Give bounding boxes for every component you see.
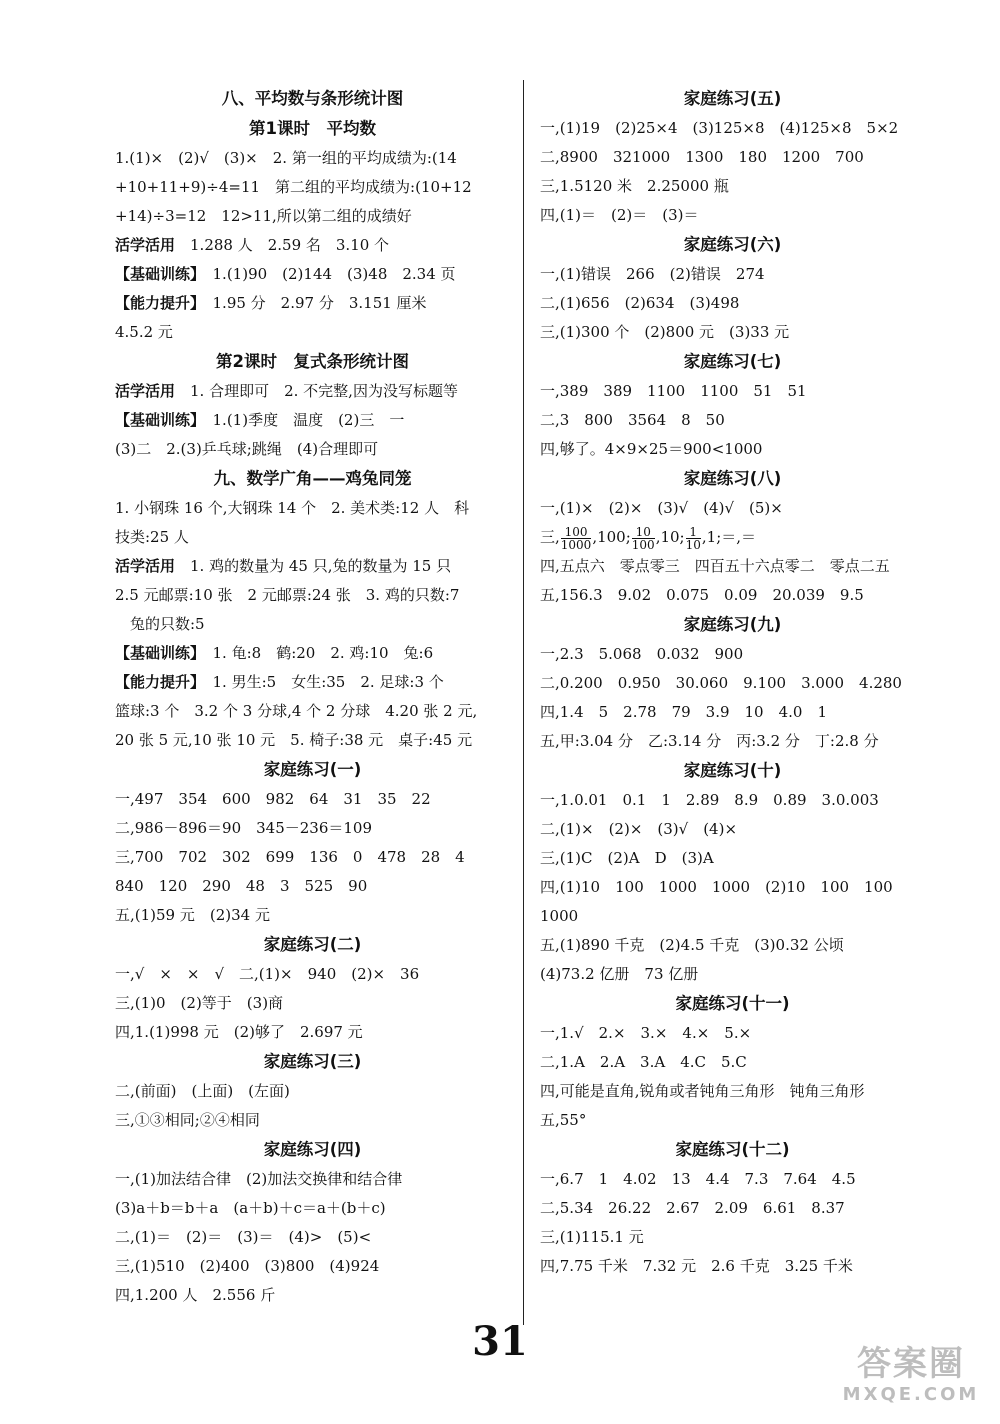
answer-line: 三,①③相同;②④相同: [115, 1111, 260, 1129]
tag-huoxuehuoyong: 活学活用: [115, 236, 176, 254]
answer-line: 2.5 元邮票:10 张 2 元邮票:24 张 3. 鸡的只数:7: [115, 586, 460, 604]
tag-jichuxunlian: 【基础训练】: [115, 411, 198, 429]
answer-line: 一,1.0.01 0.1 1 2.89 8.9 0.89 3.0.003: [540, 791, 879, 809]
answer-text: 1. 鸡的数量为 45 只,兔的数量为 15 只: [175, 557, 452, 575]
answer-line: [115, 289, 510, 318]
answer-line: 五,55°: [540, 1111, 587, 1129]
answer-text: 1.95 分 2.97 分 3.151 厘米: [197, 294, 427, 312]
answer-line: 一,6.7 1 4.02 13 4.4 7.3 7.64 4.5: [540, 1170, 856, 1188]
answer-line: 一,389 389 1100 1100 51 51: [540, 382, 807, 400]
answer-line: 四,1.(1)998 元 (2)够了 2.697 元: [115, 1023, 363, 1041]
answer-line: 四,7.75 千米 7.32 元 2.6 千克 3.25 千米: [540, 1257, 853, 1275]
answer-line: +10+11+9)÷4=11 第二组的平均成绩为:(10+12: [115, 178, 472, 196]
answer-line: (3)二 2.(3)乒乓球;跳绳 (4)合理即可: [115, 440, 379, 458]
answer-text: 1.(1)90 (2)144 (3)48 2.34 页: [197, 265, 456, 283]
answer-text: ,10;: [655, 528, 685, 546]
answer-line: 四,五点六 零点零三 四百五十六点零二 零点二五: [540, 557, 890, 575]
watermark-text: 答案圈: [857, 1344, 965, 1384]
answer-line: 四,(1)＝ (2)＝ (3)＝: [540, 206, 699, 224]
answer-text: 三,: [540, 528, 560, 546]
answer-line: 二,(1)＝ (2)＝ (3)＝ (4)> (5)<: [115, 1228, 372, 1246]
exercise-title: 家庭练习(五): [683, 89, 782, 108]
answer-line: [115, 231, 510, 260]
answer-text: 1. 男生:5 女生:35 2. 足球:3 个: [197, 673, 444, 691]
answer-line: 一,(1)× (2)× (3)√ (4)√ (5)×: [540, 499, 783, 517]
answer-line: 二,0.200 0.950 30.060 9.100 3.000 4.280: [540, 674, 902, 692]
answer-line: 二,5.34 26.22 2.67 2.09 6.61 8.37: [540, 1199, 845, 1217]
section-title: 九、数学广角——鸡兔同笼: [213, 469, 412, 488]
answer-line: 20 张 5 元,10 张 10 元 5. 椅子:38 元 桌子:45 元: [115, 731, 473, 749]
answer-line: 三,(1)C (2)A D (3)A: [540, 849, 714, 867]
answer-text: ,1;＝,＝: [701, 528, 757, 546]
answer-text: 1. 合理即可 2. 不完整,因为没写标题等: [175, 382, 458, 400]
answer-line: 四,够了。4×9×25＝900<1000: [540, 440, 763, 458]
answer-line: 一,(1)加法结合律 (2)加法交换律和结合律: [115, 1170, 403, 1188]
column-divider: [523, 80, 524, 1325]
fraction-numerator: 10: [632, 526, 655, 539]
fraction-numerator: 1: [686, 526, 701, 539]
tag-huoxuehuoyong: 活学活用: [115, 557, 176, 575]
tag-jichuxunlian: 【基础训练】: [115, 265, 198, 283]
answer-line: 二,(1)656 (2)634 (3)498: [540, 294, 740, 312]
answer-line: [115, 668, 510, 697]
answer-line: 四,(1)10 100 1000 1000 (2)10 100 100: [540, 878, 893, 896]
answer-line: 一,√ × × √ 二,(1)× 940 (2)× 36: [115, 965, 420, 983]
answer-line: 三,(1)510 (2)400 (3)800 (4)924: [115, 1257, 380, 1275]
answer-line: 二,(前面) (上面) (左面): [115, 1082, 290, 1100]
exercise-title: 家庭练习(一): [263, 760, 362, 779]
answer-line: 五,(1)890 千克 (2)4.5 千克 (3)0.32 公顷: [540, 936, 844, 954]
answer-line: 二,(1)× (2)× (3)√ (4)×: [540, 820, 738, 838]
answer-line: [115, 377, 510, 406]
answer-line: 二,986－896＝90 345－236＝109: [115, 819, 373, 837]
fraction-answer-line: [540, 523, 925, 552]
answer-line: 1000: [540, 907, 579, 925]
answer-line: 四,1.4 5 2.78 79 3.9 10 4.0 1: [540, 703, 827, 721]
exercise-title: 家庭练习(二): [263, 935, 362, 954]
answer-line: 三,700 702 302 699 136 0 478 28 4: [115, 848, 465, 866]
fraction-denominator: 100: [631, 537, 655, 552]
answer-line: 三,1.5120 米 2.25000 瓶: [540, 177, 729, 195]
section-title: 八、平均数与条形统计图: [221, 89, 404, 108]
watermark-logo: [836, 1344, 986, 1414]
answer-text: 1.(1)季度 温度 (2)三 一: [197, 411, 405, 429]
answer-line: 四,可能是直角,锐角或者钝角三角形 钝角三角形: [540, 1082, 865, 1100]
fraction-denominator: 10: [685, 537, 701, 552]
exercise-title: 家庭练习(八): [683, 469, 782, 488]
answer-line: 五,(1)59 元 (2)34 元: [115, 906, 270, 924]
exercise-title: 家庭练习(九): [683, 615, 782, 634]
answer-line: 一,1.√ 2.× 3.× 4.× 5.×: [540, 1024, 752, 1042]
answer-text: 1. 龟:8 鹤:20 2. 鸡:10 兔:6: [197, 644, 434, 662]
answer-line: 840 120 290 48 3 525 90: [115, 877, 368, 895]
answer-line: 4.5.2 元: [115, 323, 173, 341]
answer-line: [115, 260, 510, 289]
answer-line: 1. 小钢珠 16 个,大钢珠 14 个 2. 美术类:12 人 科: [115, 499, 470, 517]
answer-line: 四,1.200 人 2.556 斤: [115, 1286, 276, 1304]
exercise-title: 家庭练习(六): [683, 235, 782, 254]
answer-line: 二,8900 321000 1300 180 1200 700: [540, 148, 864, 166]
tag-nenglitisheng: 【能力提升】: [115, 294, 198, 312]
answer-line: 五,甲:3.04 分 乙:3.14 分 丙:3.2 分 丁:2.8 分: [540, 732, 879, 750]
right-column: [540, 84, 925, 1281]
answer-line: 一,(1)错误 266 (2)错误 274: [540, 265, 765, 283]
exercise-title: 家庭练习(七): [683, 352, 782, 371]
answer-line: +14)÷3=12 12>11,所以第二组的成绩好: [115, 207, 412, 225]
answer-line: 一,2.3 5.068 0.032 900: [540, 645, 744, 663]
answer-text: 1.288 人 2.59 名 3.10 个: [175, 236, 390, 254]
answer-line: 技类:25 人: [115, 528, 189, 546]
fraction: [561, 526, 592, 551]
answer-line: 三,(1)115.1 元: [540, 1228, 644, 1246]
answer-line: 一,(1)19 (2)25×4 (3)125×8 (4)125×8 5×2: [540, 119, 899, 137]
lesson-title: 第2课时 复式条形统计图: [216, 352, 409, 371]
answer-line: 三,(1)300 个 (2)800 元 (3)33 元: [540, 323, 790, 341]
watermark-url: MXQE.COM: [842, 1384, 980, 1405]
exercise-title: 家庭练习(四): [263, 1140, 362, 1159]
exercise-title: 家庭练习(十一): [675, 994, 790, 1013]
answer-line: 兔的只数:5: [115, 615, 205, 633]
tag-jichuxunlian: 【基础训练】: [115, 644, 198, 662]
answer-line: [115, 552, 510, 581]
answer-line: [115, 639, 510, 668]
answer-line: 二,3 800 3564 8 50: [540, 411, 725, 429]
answer-line: 一,497 354 600 982 64 31 35 22: [115, 790, 431, 808]
tag-nenglitisheng: 【能力提升】: [115, 673, 198, 691]
page-number: 31: [472, 1318, 528, 1365]
tag-huoxuehuoyong: 活学活用: [115, 382, 176, 400]
fraction: [686, 526, 701, 551]
answer-line: 1.(1)× (2)√ (3)× 2. 第一组的平均成绩为:(14: [115, 149, 457, 167]
answer-line: 篮球:3 个 3.2 个 3 分球,4 个 2 分球 4.20 张 2 元,: [115, 702, 478, 720]
exercise-title: 家庭练习(十): [683, 761, 782, 780]
answer-line: (3)a＋b＝b＋a (a＋b)＋c＝a＋(b＋c): [115, 1199, 386, 1217]
answer-line: 五,156.3 9.02 0.075 0.09 20.039 9.5: [540, 586, 864, 604]
fraction-denominator: 1000: [560, 537, 592, 552]
fraction-numerator: 100: [561, 526, 592, 539]
exercise-title: 家庭练习(三): [263, 1052, 362, 1071]
fraction: [632, 526, 655, 551]
answer-line: (4)73.2 亿册 73 亿册: [540, 965, 699, 983]
lesson-title: 第1课时 平均数: [249, 119, 376, 138]
answer-line: 二,1.A 2.A 3.A 4.C 5.C: [540, 1053, 747, 1071]
answer-line: 三,(1)0 (2)等于 (3)商: [115, 994, 284, 1012]
exercise-title: 家庭练习(十二): [675, 1140, 790, 1159]
answer-text: ,100;: [592, 528, 631, 546]
answer-line: [115, 406, 510, 435]
left-column: [115, 84, 510, 1310]
